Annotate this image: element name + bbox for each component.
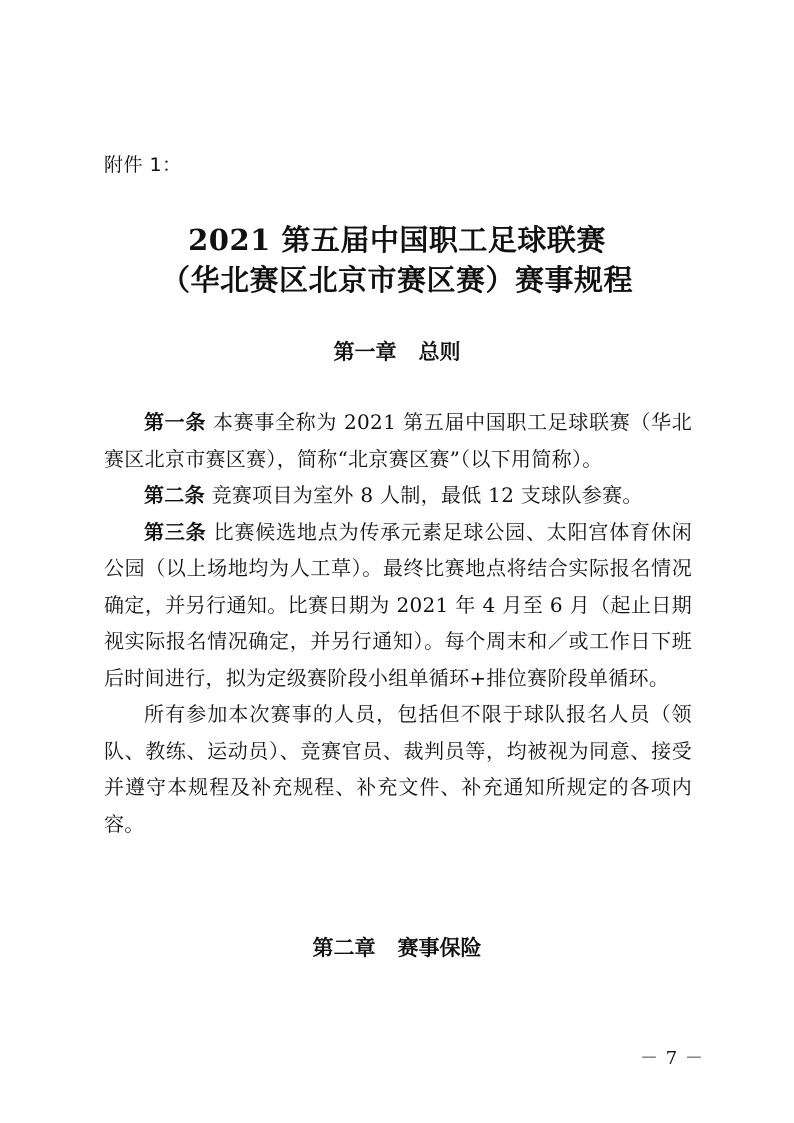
chapter-2-number: 第二章 xyxy=(312,935,376,960)
document-title-line-2: （华北赛区北京市赛区赛）赛事规程 xyxy=(160,263,633,297)
chapter-1-heading xyxy=(0,336,794,366)
attachment-label: 附件 1： xyxy=(104,154,182,176)
article-1-label: 第一条 xyxy=(144,410,206,434)
article-1-text: 本赛事全称为 2021 第五届中国职工足球联赛（华北赛区北京市赛区赛），简称“北京赛区赛”（以下用简称）。 xyxy=(104,410,692,471)
article-2-text: 竞赛项目为室外 8 人制，最低 12 支球队参赛。 xyxy=(211,483,643,507)
article-2-label: 第二条 xyxy=(144,483,205,507)
paragraph-all-participants: 所有参加本次赛事的人员，包括但不限于球队报名人员（领队、教练、运动员）、竞赛官员、裁判员等，均被视为同意、接受并遵守本规程及补充规程、补充文件、补充通知所规定的各项内容。 xyxy=(104,702,692,836)
chapter-1-body xyxy=(104,404,692,842)
page-number: － 7 － xyxy=(640,1048,704,1069)
article-3 xyxy=(104,514,692,697)
article-3-label: 第三条 xyxy=(144,519,207,544)
chapter-1-name: 总则 xyxy=(418,339,461,364)
document-title-line-1: 2021 第五届中国职工足球联赛 xyxy=(188,223,606,257)
chapter-1-number: 第一章 xyxy=(333,339,397,364)
article-3-text: 比赛候选地点为传承元素足球公园、太阳宫体育休闲公园（以上场地均为人工草）。最终比赛地点将结合实际报名情况确定，并另行通知。比赛日期为 2021 年 4 月至 6 月（起止日期视实际报名情况确定，并另行通知）。每个周末和／或工作日下班后时间进行，拟为定级赛阶段小组单循环+排位赛阶段单循环。 xyxy=(104,519,692,690)
chapter-2-name: 赛事保险 xyxy=(397,935,482,960)
article-2 xyxy=(104,477,692,514)
chapter-2-heading xyxy=(0,932,794,962)
article-1 xyxy=(104,404,692,477)
